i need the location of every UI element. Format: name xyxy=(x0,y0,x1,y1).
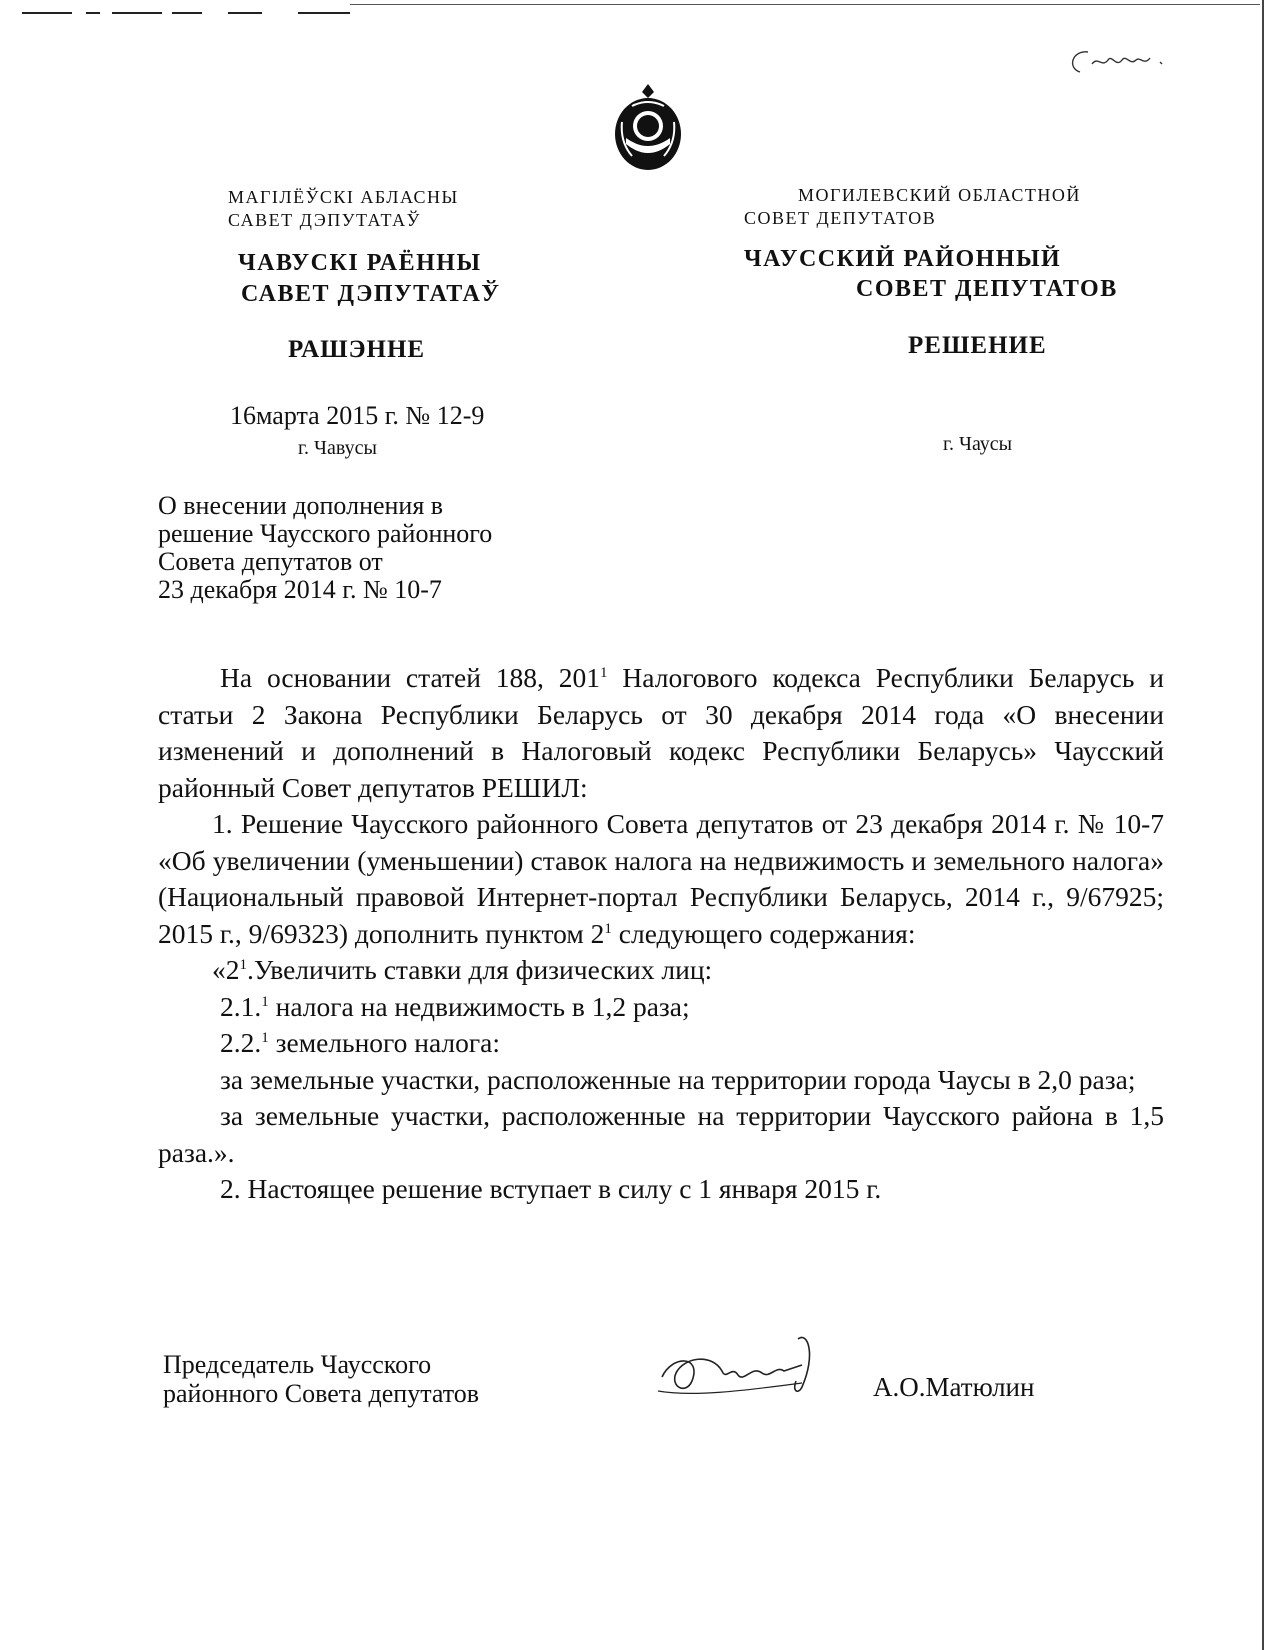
body-paragraph: за земельные участки, расположенные на территории Чаусского района в 1,5 раза.». xyxy=(158,1100,1164,1168)
scan-artifact-line xyxy=(350,4,1260,5)
signatory-title xyxy=(163,1350,479,1408)
handwritten-mark-icon xyxy=(1062,42,1172,82)
scan-artifact-line xyxy=(22,12,72,14)
document-date-number: 16марта 2015 г. № 12-9 xyxy=(230,401,485,430)
header-left-city: г. Чавусы xyxy=(298,437,377,459)
subject-line: решение Чаусского районного xyxy=(158,519,493,548)
scan-page-edge xyxy=(1262,0,1264,1650)
header-right-region-line1: МОГИЛЕВСКИЙ ОБЛАСТНОЙ xyxy=(798,185,1081,205)
scan-artifact-line xyxy=(228,12,262,14)
scan-artifact-line xyxy=(86,12,100,14)
header-left-region-line2: САВЕТ ДЭПУТАТАЎ xyxy=(228,210,421,230)
body-paragraph: «$2^1.Увеличить$ ставки для физических лиц: xyxy=(212,954,713,985)
document-body xyxy=(158,660,1164,1208)
subject-line: Совета депутатов от xyxy=(158,547,383,576)
header-right-district-line2: СОВЕТ ДЕПУТАТОВ xyxy=(856,276,1118,302)
header-right-city: г. Чаусы xyxy=(943,433,1013,455)
signatory-title-line: районного Совета депутатов xyxy=(163,1379,480,1408)
header-right-region-line2: СОВЕТ ДЕПУТАТОВ xyxy=(744,208,937,228)
body-paragraph: 2.2.$^1$ земельного налога: xyxy=(220,1027,501,1058)
body-paragraph: 2. Настоящее решение вступает в силу с 1 января 2015 г. xyxy=(220,1173,882,1204)
document-subject xyxy=(158,492,492,604)
scan-artifact-line xyxy=(112,12,162,14)
signatory-name: А.О.Матюлин xyxy=(873,1372,1035,1402)
header-left-doc-type: РАШЭННЕ xyxy=(288,336,426,363)
belarus-state-emblem-icon xyxy=(612,82,684,172)
body-paragraph: за земельные участки, расположенные на территории города Чаусы в 2,0 раза; xyxy=(220,1063,1136,1095)
header-right-doc-type: РЕШЕНИЕ xyxy=(908,332,1047,359)
body-paragraph: На основании статей 188, $201^1$ Налогового кодекса Республики Беларусь и статьи 2 Закона Республики Беларусь от 30 декабря 2014 года «О внесении изменений и дополнений в Налоговый кодекс Республики Беларусь» Чаусский районный Совет депутатов РЕШИЛ: xyxy=(158,662,1164,803)
handwritten-signature-icon xyxy=(652,1325,837,1405)
body-paragraph: 2.1.$^1$ налога на недвижимость в 1,2 раза; xyxy=(220,990,690,1022)
header-left-district-line2: САВЕТ ДЭПУТАТАЎ xyxy=(241,281,501,307)
body-paragraph: 1. Решение Чаусского районного Совета депутатов от 23 декабря 2014 г. № 10-7 «Об увеличении (уменьшении) ставок налога на недвижимость и земельного налога» (Национальный правовой Интернет-портал Республики Беларусь, 2014 г., 9/67925; 2015 г., 9/69323) дополнить пунктом $2^1$ следующего содержания: xyxy=(158,808,1164,949)
header-left-region-line1: МАГІЛЁЎСКІ АБЛАСНЫ xyxy=(228,187,459,207)
header-left-district-line1: ЧАВУСКІ РАЁННЫ xyxy=(238,250,482,276)
scan-artifact-line xyxy=(298,12,350,14)
subject-line: 23 декабря 2014 г. № 10-7 xyxy=(158,575,442,604)
signatory-title-line: Председатель Чаусского xyxy=(163,1350,432,1379)
scan-artifact-line xyxy=(172,12,202,14)
subject-line: О внесении дополнения в xyxy=(158,491,444,520)
header-right-district-line1: ЧАУССКИЙ РАЙОННЫЙ xyxy=(744,246,1062,272)
